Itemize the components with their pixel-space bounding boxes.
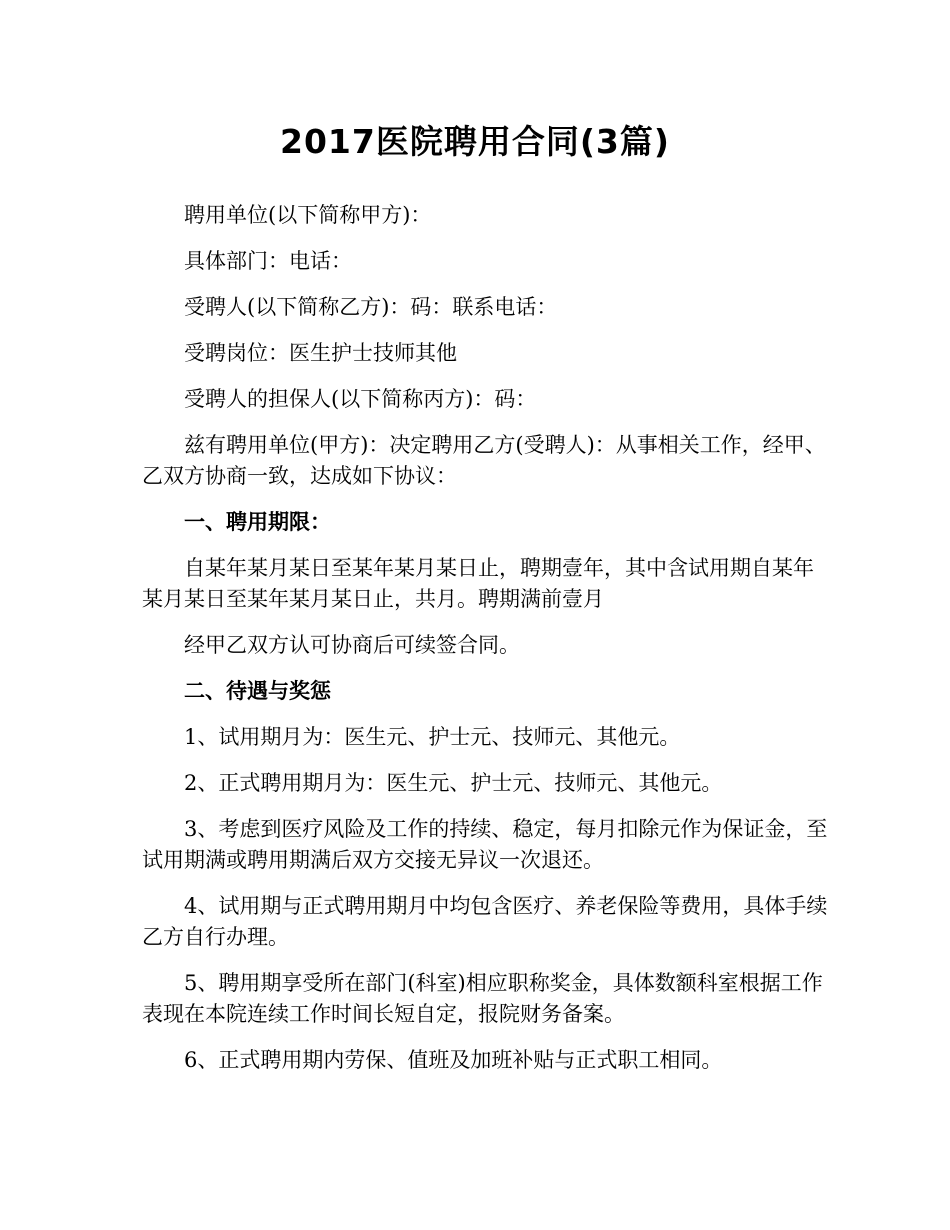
paragraph-employee: 受聘人(以下简称乙方)：码：联系电话：: [184, 295, 558, 319]
clause-2: 2、正式聘用期月为：医生元、护士元、技师元、其他元。: [184, 771, 723, 795]
paragraph-guarantor: 受聘人的担保人(以下简称丙方)：码：: [184, 387, 537, 411]
clause-1: 1、试用期月为：医生元、护士元、技师元、其他元。: [184, 725, 681, 749]
paragraph-renewal: 经甲乙双方认可协商后可续签合同。: [184, 633, 520, 657]
document-title: 2017医院聘用合同(3篇): [280, 122, 670, 161]
clause-4: 4、试用期与正式聘用期月中均包含医疗、养老保险等费用，具体手续乙方自行办理。: [142, 894, 828, 949]
paragraph-department: 具体部门：电话：: [184, 249, 352, 273]
clause-3: 3、考虑到医疗风险及工作的持续、稳定，每月扣除元作为保证金，至试用期满或聘用期满后双方交接无异议一次退还。: [142, 817, 828, 872]
section-heading-term: 一、聘用期限：: [184, 510, 331, 534]
clause-5: 5、聘用期享受所在部门(科室)相应职称奖金，具体数额科室根据工作表现在本院连续工作时间长短自定，报院财务备案。: [142, 971, 823, 1026]
document-body: [142, 200, 832, 1091]
paragraph-employer: 聘用单位(以下简称甲方)：: [184, 203, 432, 227]
section-heading-compensation: 二、待遇与奖惩: [184, 679, 331, 703]
paragraph-position: 受聘岗位：医生护士技师其他: [184, 341, 457, 365]
paragraph-term: 自某年某月某日至某年某月某日止，聘期壹年，其中含试用期自某年某月某日至某年某月某日止，共月。聘期满前壹月: [142, 556, 814, 611]
paragraph-agreement-intro: 兹有聘用单位(甲方)：决定聘用乙方(受聘人)：从事相关工作，经甲、乙双方协商一致，达成如下协议：: [142, 433, 826, 488]
clause-6: 6、正式聘用期内劳保、值班及加班补贴与正式职工相同。: [184, 1048, 723, 1072]
